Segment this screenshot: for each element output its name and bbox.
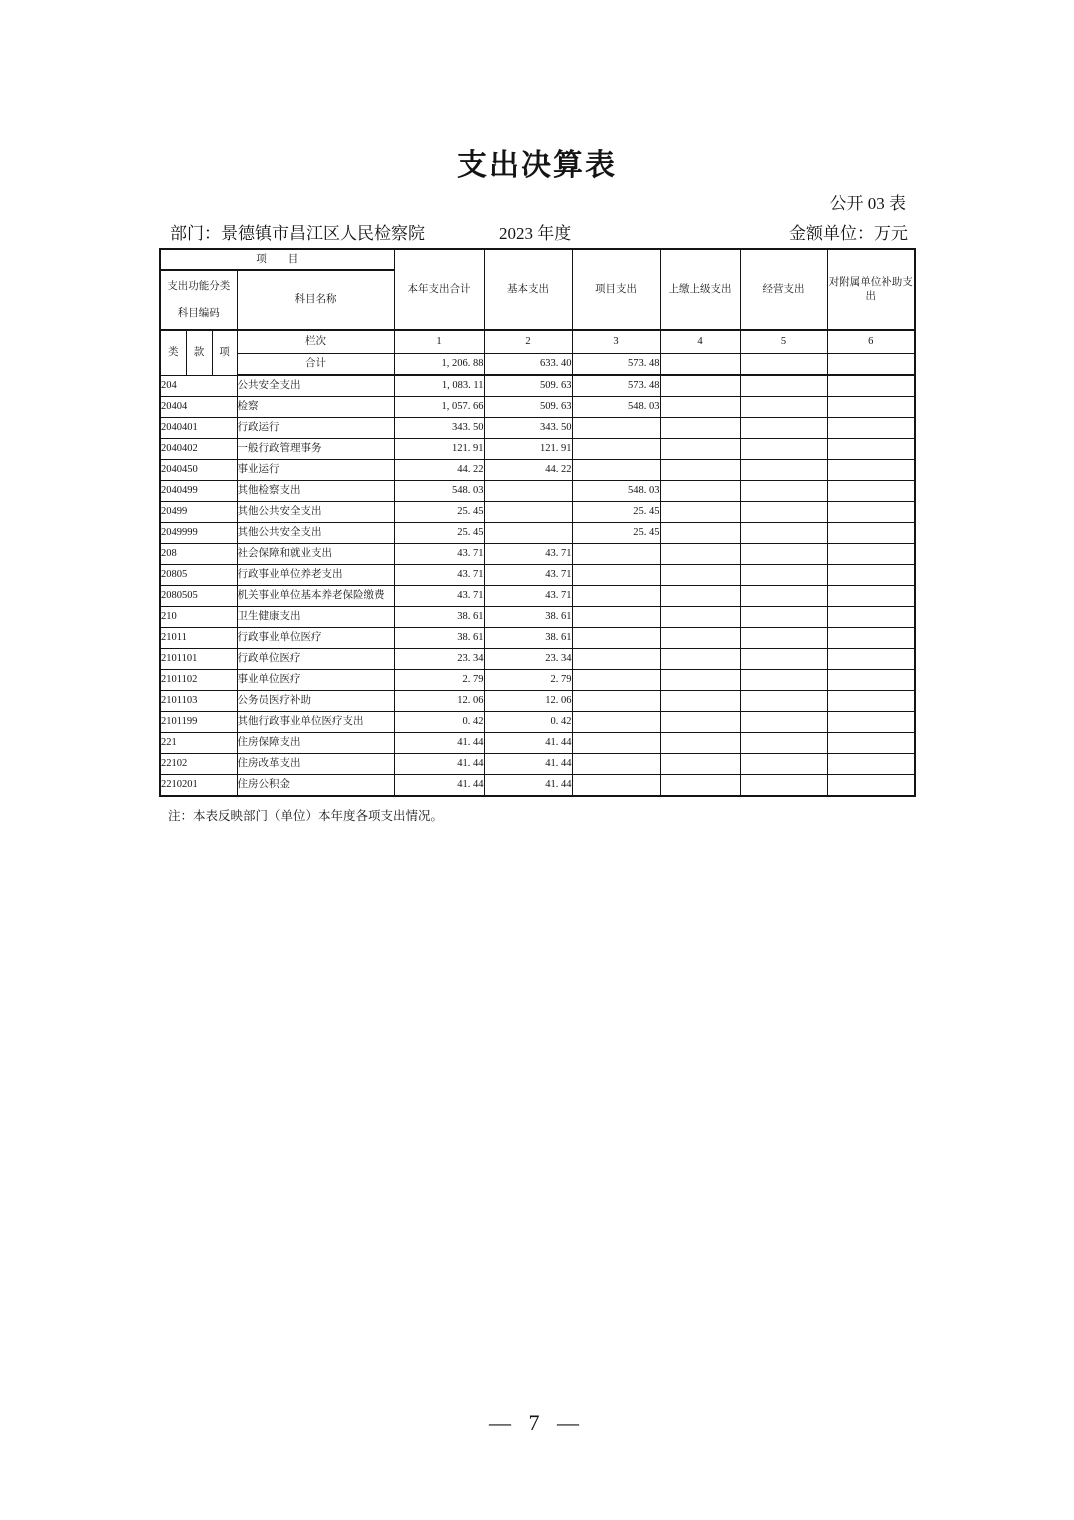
row-subject-name: 检察 (237, 397, 394, 418)
row-value (660, 523, 740, 544)
expenditure-table (159, 248, 916, 797)
row-value (740, 754, 827, 775)
row-value (660, 754, 740, 775)
row-value (827, 523, 915, 544)
row-value (740, 607, 827, 628)
row-value (572, 733, 660, 754)
row-value (740, 628, 827, 649)
lane-number: 3 (572, 330, 660, 354)
row-value (572, 418, 660, 439)
row-function-code: 2040450 (160, 460, 237, 481)
row-value (827, 565, 915, 586)
row-value: 121. 91 (484, 439, 572, 460)
row-value (484, 502, 572, 523)
row-function-code: 2210201 (160, 775, 237, 797)
row-value (572, 628, 660, 649)
row-value: 43. 71 (484, 544, 572, 565)
row-value: 1, 083. 11 (394, 375, 484, 397)
row-value (827, 397, 915, 418)
row-function-code: 210 (160, 607, 237, 628)
table-footnote: 注：本表反映部门（单位）本年度各项支出情况。 (168, 809, 444, 823)
row-value (740, 502, 827, 523)
row-subject-name: 其他公共安全支出 (237, 502, 394, 523)
row-function-code: 221 (160, 733, 237, 754)
row-value (660, 439, 740, 460)
table-row (160, 502, 915, 523)
table-row (160, 691, 915, 712)
row-value: 0. 42 (484, 712, 572, 733)
row-subject-name: 一般行政管理事务 (237, 439, 394, 460)
row-function-code: 20404 (160, 397, 237, 418)
row-value (572, 586, 660, 607)
row-function-code: 2080505 (160, 586, 237, 607)
row-value: 38. 61 (394, 628, 484, 649)
total-value (740, 354, 827, 376)
header-col-subsidy-expenditure: 对附属单位补助支出 (827, 249, 915, 330)
department-label: 部门：景德镇市昌江区人民检察院 (170, 224, 425, 243)
row-value: 43. 71 (484, 565, 572, 586)
row-value (660, 649, 740, 670)
row-value (740, 544, 827, 565)
row-subject-name: 卫生健康支出 (237, 607, 394, 628)
row-subject-name: 住房保障支出 (237, 733, 394, 754)
row-value (660, 628, 740, 649)
row-value (660, 607, 740, 628)
row-value: 509. 63 (484, 375, 572, 397)
meta-line (0, 219, 1074, 243)
header-code-item: 项 (212, 330, 237, 375)
row-value (660, 375, 740, 397)
table-row (160, 628, 915, 649)
header-function-code (160, 270, 237, 330)
row-subject-name: 社会保障和就业支出 (237, 544, 394, 565)
row-value: 23. 34 (484, 649, 572, 670)
row-value (660, 460, 740, 481)
header-code-category: 类 (160, 330, 186, 375)
header-code-section: 款 (186, 330, 212, 375)
table-row (160, 607, 915, 628)
total-value (827, 354, 915, 376)
row-value (827, 586, 915, 607)
row-value (740, 670, 827, 691)
row-value (827, 775, 915, 797)
row-value: 343. 50 (484, 418, 572, 439)
table-row (160, 670, 915, 691)
row-value (827, 670, 915, 691)
row-subject-name: 其他行政事业单位医疗支出 (237, 712, 394, 733)
table-body (160, 375, 915, 796)
row-value (572, 649, 660, 670)
row-function-code: 22102 (160, 754, 237, 775)
row-value: 548. 03 (394, 481, 484, 502)
row-value (572, 439, 660, 460)
table-row (160, 544, 915, 565)
form-number-label: 公开 03 表 (829, 194, 906, 213)
row-value (660, 775, 740, 797)
row-value: 43. 71 (394, 565, 484, 586)
row-value (484, 481, 572, 502)
row-value (572, 670, 660, 691)
header-col-turned-over-expenditure: 上缴上级支出 (660, 249, 740, 330)
row-value (827, 733, 915, 754)
row-value (660, 670, 740, 691)
row-value (740, 375, 827, 397)
total-value: 573. 48 (572, 354, 660, 376)
row-value: 43. 71 (394, 586, 484, 607)
row-value: 343. 50 (394, 418, 484, 439)
row-value (660, 691, 740, 712)
row-function-code: 2040401 (160, 418, 237, 439)
row-value (572, 754, 660, 775)
row-value (827, 712, 915, 733)
row-function-code: 20805 (160, 565, 237, 586)
row-value: 25. 45 (572, 502, 660, 523)
lane-number: 6 (827, 330, 915, 354)
lane-number: 4 (660, 330, 740, 354)
row-value (740, 397, 827, 418)
row-function-code: 2101199 (160, 712, 237, 733)
table-row (160, 775, 915, 797)
row-value: 41. 44 (484, 733, 572, 754)
table-row (160, 481, 915, 502)
row-subject-name: 事业运行 (237, 460, 394, 481)
row-subject-name: 行政单位医疗 (237, 649, 394, 670)
row-value: 38. 61 (484, 607, 572, 628)
row-value (827, 375, 915, 397)
row-value: 12. 06 (394, 691, 484, 712)
row-value: 1, 057. 66 (394, 397, 484, 418)
row-value (740, 649, 827, 670)
row-value (740, 565, 827, 586)
row-value (572, 712, 660, 733)
table-row (160, 397, 915, 418)
row-function-code: 2101102 (160, 670, 237, 691)
row-value: 43. 71 (484, 586, 572, 607)
row-value (740, 712, 827, 733)
row-subject-name: 事业单位医疗 (237, 670, 394, 691)
header-subject-name: 科目名称 (237, 270, 394, 330)
header-col-current-year-total: 本年支出合计 (394, 249, 484, 330)
header-lane-label: 栏次 (237, 330, 394, 354)
row-value (572, 775, 660, 797)
row-subject-name: 行政事业单位医疗 (237, 628, 394, 649)
page-title: 支出决算表 (457, 149, 617, 182)
row-subject-name: 行政运行 (237, 418, 394, 439)
row-function-code: 20499 (160, 502, 237, 523)
row-value (572, 544, 660, 565)
row-value: 25. 45 (394, 523, 484, 544)
row-value (660, 502, 740, 523)
row-value (740, 481, 827, 502)
header-function-code-line1: 支出功能分类 (167, 280, 231, 292)
amount-unit-label: 金额单位：万元 (789, 224, 908, 243)
row-value: 41. 44 (394, 754, 484, 775)
total-value: 633. 40 (484, 354, 572, 376)
row-value: 44. 22 (484, 460, 572, 481)
row-function-code: 21011 (160, 628, 237, 649)
table-row (160, 565, 915, 586)
row-value (740, 691, 827, 712)
table-row (160, 733, 915, 754)
row-value: 121. 91 (394, 439, 484, 460)
lane-number: 2 (484, 330, 572, 354)
row-value: 548. 03 (572, 397, 660, 418)
row-subject-name: 行政事业单位养老支出 (237, 565, 394, 586)
row-value: 43. 71 (394, 544, 484, 565)
row-value (827, 628, 915, 649)
row-value (660, 418, 740, 439)
row-value: 41. 44 (394, 733, 484, 754)
row-value (740, 586, 827, 607)
table-row (160, 523, 915, 544)
row-value (827, 754, 915, 775)
row-subject-name: 住房改革支出 (237, 754, 394, 775)
row-function-code: 208 (160, 544, 237, 565)
total-value: 1, 206. 88 (394, 354, 484, 376)
header-col-basic-expenditure: 基本支出 (484, 249, 572, 330)
row-value (740, 733, 827, 754)
row-value: 38. 61 (484, 628, 572, 649)
table-row (160, 439, 915, 460)
table-header (160, 249, 915, 375)
row-value: 41. 44 (484, 775, 572, 797)
row-value: 2. 79 (394, 670, 484, 691)
row-value (572, 565, 660, 586)
row-value: 25. 45 (572, 523, 660, 544)
row-value (827, 460, 915, 481)
row-subject-name: 其他公共安全支出 (237, 523, 394, 544)
row-value: 23. 34 (394, 649, 484, 670)
row-value: 12. 06 (484, 691, 572, 712)
row-function-code: 2040402 (160, 439, 237, 460)
row-value: 2. 79 (484, 670, 572, 691)
row-value: 41. 44 (484, 754, 572, 775)
row-subject-name: 机关事业单位基本养老保险缴费 (237, 586, 394, 607)
row-value (660, 712, 740, 733)
row-function-code: 2101103 (160, 691, 237, 712)
table-row (160, 375, 915, 397)
header-item-group: 项 目 (160, 249, 394, 270)
row-value: 548. 03 (572, 481, 660, 502)
row-subject-name: 其他检察支出 (237, 481, 394, 502)
row-value (660, 586, 740, 607)
header-col-project-expenditure: 项目支出 (572, 249, 660, 330)
row-value (827, 502, 915, 523)
row-value (660, 544, 740, 565)
row-value (660, 481, 740, 502)
fiscal-year-label: 2023 年度 (499, 224, 572, 243)
row-value (740, 775, 827, 797)
row-value (827, 544, 915, 565)
row-value: 25. 45 (394, 502, 484, 523)
expenditure-table-wrapper (159, 248, 916, 797)
table-row (160, 586, 915, 607)
total-value (660, 354, 740, 376)
row-value: 0. 42 (394, 712, 484, 733)
table-row (160, 649, 915, 670)
row-value (827, 691, 915, 712)
total-row-label: 合计 (237, 354, 394, 376)
row-value (827, 607, 915, 628)
row-value: 38. 61 (394, 607, 484, 628)
row-value (827, 418, 915, 439)
row-subject-name: 公共安全支出 (237, 375, 394, 397)
table-row (160, 712, 915, 733)
row-value (660, 565, 740, 586)
row-value (660, 733, 740, 754)
table-row (160, 460, 915, 481)
lane-number: 5 (740, 330, 827, 354)
row-value: 573. 48 (572, 375, 660, 397)
row-value (484, 523, 572, 544)
row-subject-name: 住房公积金 (237, 775, 394, 797)
row-value (740, 523, 827, 544)
header-function-code-line2: 科目编码 (177, 307, 220, 319)
row-value: 509. 63 (484, 397, 572, 418)
row-value (827, 649, 915, 670)
row-function-code: 2101101 (160, 649, 237, 670)
row-value (827, 481, 915, 502)
row-value (572, 607, 660, 628)
row-value (660, 397, 740, 418)
row-value: 41. 44 (394, 775, 484, 797)
lane-number: 1 (394, 330, 484, 354)
table-row (160, 418, 915, 439)
row-subject-name: 公务员医疗补助 (237, 691, 394, 712)
row-value (572, 691, 660, 712)
row-value: 44. 22 (394, 460, 484, 481)
row-value (740, 418, 827, 439)
row-function-code: 204 (160, 375, 237, 397)
header-col-operating-expenditure: 经营支出 (740, 249, 827, 330)
row-function-code: 2049999 (160, 523, 237, 544)
row-value (740, 460, 827, 481)
row-value (740, 439, 827, 460)
table-row (160, 754, 915, 775)
row-function-code: 2040499 (160, 481, 237, 502)
row-value (827, 439, 915, 460)
page-number: — 7 — (489, 1410, 585, 1435)
row-value (572, 460, 660, 481)
